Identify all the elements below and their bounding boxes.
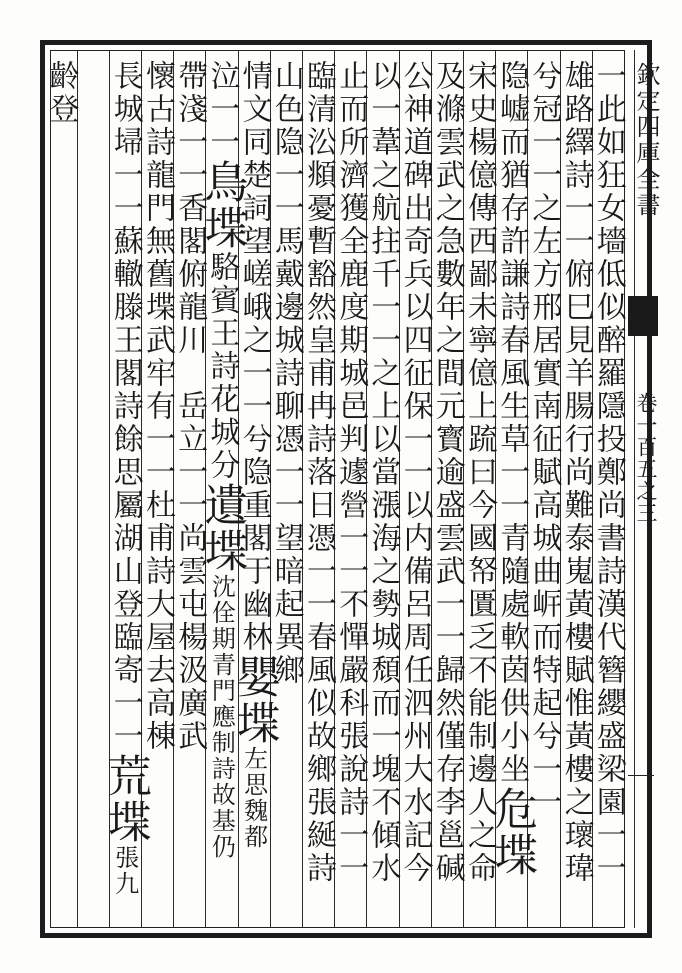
small-text-run: 左思魏都 [239, 746, 268, 850]
text-run: 駱賓王詩花城分 [204, 251, 240, 482]
headword: 遺堞 [196, 482, 248, 574]
text-run: 宋史楊億傳西鄙未寧億上䟽曰今國帑匱乏不能制邊人之命 [462, 60, 497, 885]
text-column-18 [38, 60, 82, 922]
headword: 荒堞 [99, 753, 151, 845]
small-text-run: 沈佺期青門應制詩故基仍 [207, 574, 236, 860]
text-run: 情文同楚詞望嵯峨之一一兮隐重閣于幽林 [236, 60, 272, 654]
volume-label: 卷一百五之三 [634, 392, 658, 524]
text-run: 帶淺一一香閣俯龍川 [172, 60, 208, 357]
fish-tail-mark [628, 296, 658, 336]
text-run: 及滌雲武之急數年之間元寳逾盛雲武一一歸然僅存李邕碱 [429, 60, 465, 885]
text-run: 止而所濟獲全鹿度期城邑判遽營一一不憚嚴科張說詩一一 [333, 60, 369, 885]
book-title: 欽定四庫全書 [632, 62, 660, 218]
text-run: 一此如狂女墻低似醉羅隱投鄭尚書詩漢代簪纓盛梁園一一 [590, 60, 626, 885]
text-run: 公神道碑出奇兵以四征保一一以内備呂周任泗州大水記今 [397, 60, 433, 885]
text-run: 臨清㳂頫憂暫豁然皇甫冉詩落日憑一一春風似故鄉張綖詩 [301, 60, 336, 885]
text-run: 齡登 [43, 60, 79, 126]
headword: 嬰堞 [228, 654, 280, 746]
text-run: 懷古詩龍門無舊堞武牢有一一杜甫詩大屋去高棟 [140, 60, 175, 753]
text-run: 泣一一 [204, 60, 240, 159]
text-run: 雄路繹詩一一俯巳見羊腸行尚難泰嵬黃樓賦惟黃樓之瓌瑋 [558, 60, 594, 885]
headword: 鳥堞 [196, 159, 248, 251]
text-run: 隐㠊而猶存許謙詩春風生草一一青隨處軟茵供小坐 [494, 60, 530, 786]
band-tick-rule [628, 775, 654, 776]
text-run: 岳立一一尚雲屯楊汲廣武 [172, 390, 208, 753]
text-run: 長城埽一一蘇轍滕王閣詩餘思屬湖山登臨寄一一 [107, 60, 143, 753]
text-run: 山色隐一一馬戴邊城詩聊憑一一望暗起異鄉 [268, 60, 304, 687]
text-run: 以一葦之航拄千一一之上以當漲海之勢城頹而一塊不傾水 [365, 60, 401, 885]
headword: 危堞 [486, 786, 538, 878]
small-text-run: 張九 [110, 845, 139, 897]
text-run: 兮冠一一之左方邢居實南征賦高城曲㟁而特起兮一一 [526, 60, 562, 819]
